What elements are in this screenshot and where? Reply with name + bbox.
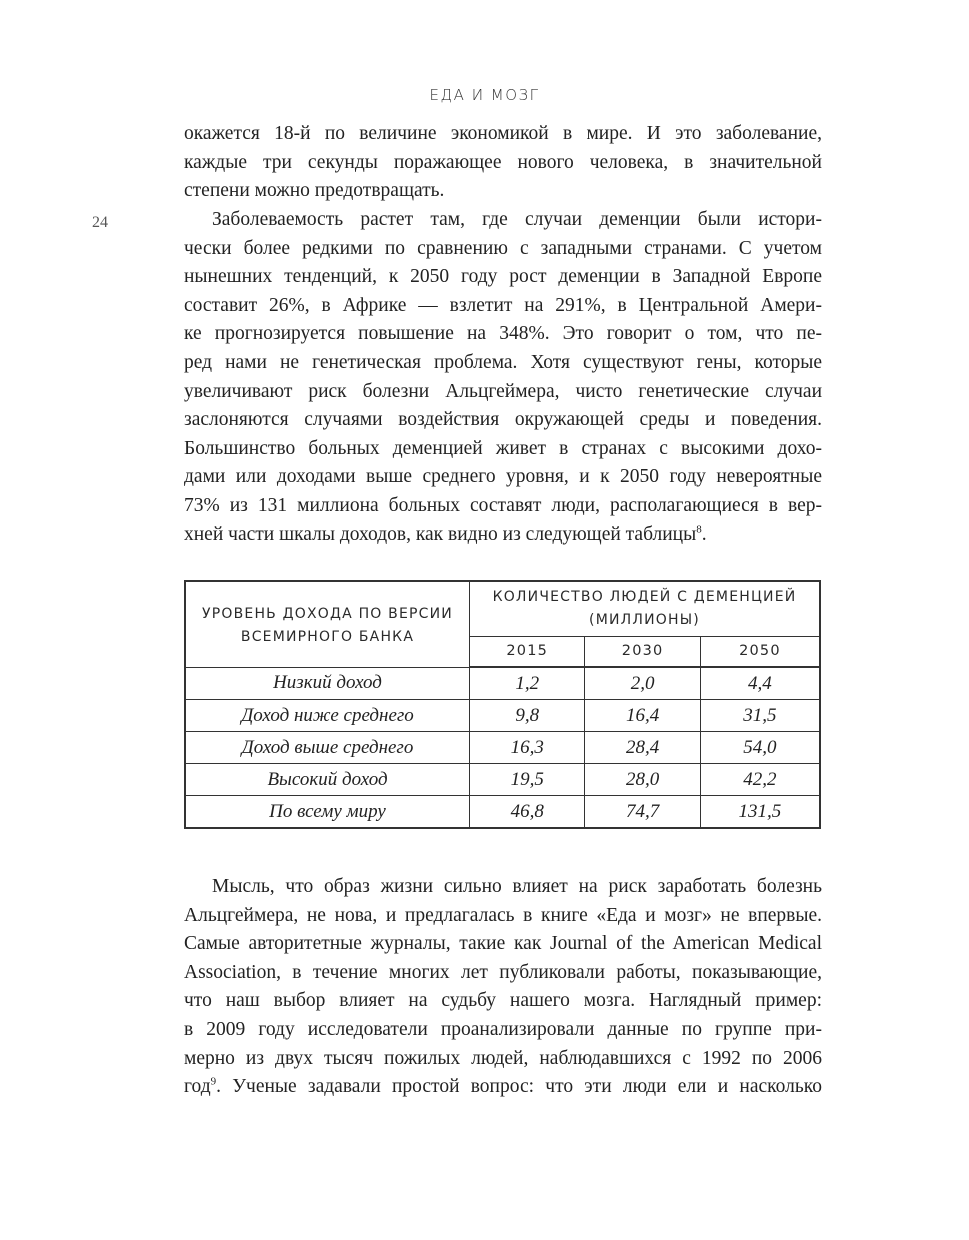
value-cell: 4,4 [700,667,820,700]
paragraph-3 [184,873,822,1102]
text-line: Большинство больных деменцией живет в странах с высокими дохо- [184,437,822,459]
footnote-ref-8[interactable]: 8 [696,523,702,536]
text-line: мерно из двух тысяч пожилых людей, наблюдавшихся с 1992 по 2006 [184,1047,822,1069]
text-line: составит 26%, в Африке — взлетит на 291%, в Центральной Амери- [184,294,822,316]
sentence-end: . [701,523,707,545]
year-header: 2050 [700,637,820,668]
year-header: 2015 [470,637,585,668]
footnote-ref-9[interactable]: 9 [210,1075,217,1088]
value-cell: 9,8 [470,700,585,732]
text-line: в 2009 году исследователи проанализировали данные по группе при- [184,1018,822,1040]
income-level-cell: Высокий доход [185,764,470,796]
value-cell: 28,0 [585,764,700,796]
text-line: окажется 18-й по величине экономикой в мире. И это заболевание, [184,123,822,144]
text-line: Мысль, что образ жизни сильно влияет на риск заработать болезнь [212,876,822,897]
value-cell: 74,7 [585,796,700,829]
text-line: 73% из 131 миллиона больных составят люди, располагающиеся в вер- [184,494,822,516]
text-line: Самые авторитетные журналы, такие как Journal of the American Medical [184,933,822,955]
text-line: дами или доходами выше среднего уровня, и к 2050 году невероятные [184,466,822,488]
text-line: нынешних тенденций, к 2050 году рост деменции в Западной Европе [184,266,822,288]
table-row [185,764,820,796]
text-line-footnoted [184,1073,822,1102]
year-header: 2030 [585,637,700,668]
text-line-last [184,521,822,550]
dementia-count-header: КОЛИЧЕСТВО ЛЮДЕЙ С ДЕМЕНЦИЕЙ (МИЛЛИОНЫ) [470,581,821,637]
value-cell: 1,2 [470,667,585,700]
page-number: 24 [92,214,108,231]
text-line-rest: . Ученые задавали простой вопрос: что эти люди ели и насколько [216,1076,822,1098]
text-line: Альцгеймера, не нова, и предлагалась в книге «Еда и мозг» не впервые. [184,904,822,926]
table-row [185,796,820,829]
value-cell: 131,5 [700,796,820,829]
text-line: Заболеваемость растет там, где случаи деменции были истори- [212,209,822,230]
value-cell: 19,5 [470,764,585,796]
text-line: Association, в течение многих лет публиковали работы, показывающие, [184,961,822,983]
income-level-cell: Доход выше среднего [185,732,470,764]
income-level-cell: Доход ниже среднего [185,700,470,732]
table-row [185,732,820,764]
running-head: ЕДА И МОЗГ [429,86,540,104]
value-cell: 42,2 [700,764,820,796]
text-line: степени можно предотвращать. [184,180,445,202]
income-level-header: УРОВЕНЬ ДОХОДА ПО ВЕРСИИ ВСЕМИРНОГО БАНКА [185,581,470,667]
value-cell: 16,4 [585,700,700,732]
value-cell: 16,3 [470,732,585,764]
value-cell: 28,4 [585,732,700,764]
paragraph-2 [184,206,822,549]
table-header-row [185,581,820,637]
text-line: увеличивают риск болезни Альцгеймера, чисто генетические случаи [184,380,822,402]
dementia-income-table [184,580,821,829]
text-line-start: год [184,1076,211,1098]
table-row [185,700,820,732]
text-line: чески более редкими по сравнению с западными странами. С учетом [184,237,822,259]
value-cell: 46,8 [470,796,585,829]
text-line: заслоняются случаями воздействия окружающей среды и поведения. [184,409,822,431]
income-level-cell: По всему миру [185,796,470,829]
paragraph-1 [184,120,822,206]
table-row [185,667,820,700]
value-cell: 2,0 [585,667,700,700]
text-line-content: хней части шкалы доходов, как видно из следующей таблицы [184,523,697,545]
value-cell: 31,5 [700,700,820,732]
text-line: ред нами не генетическая проблема. Хотя существуют гены, которые [184,351,822,373]
text-line: каждые три секунды поражающее нового человека, в значительной [184,151,822,173]
value-cell: 54,0 [700,732,820,764]
income-level-cell: Низкий доход [185,667,470,700]
text-line: ке прогнозируется повышение на 348%. Это говорит о том, что пе- [184,323,822,345]
text-line: что наш выбор влияет на судьбу нашего мозга. Наглядный пример: [184,990,822,1012]
